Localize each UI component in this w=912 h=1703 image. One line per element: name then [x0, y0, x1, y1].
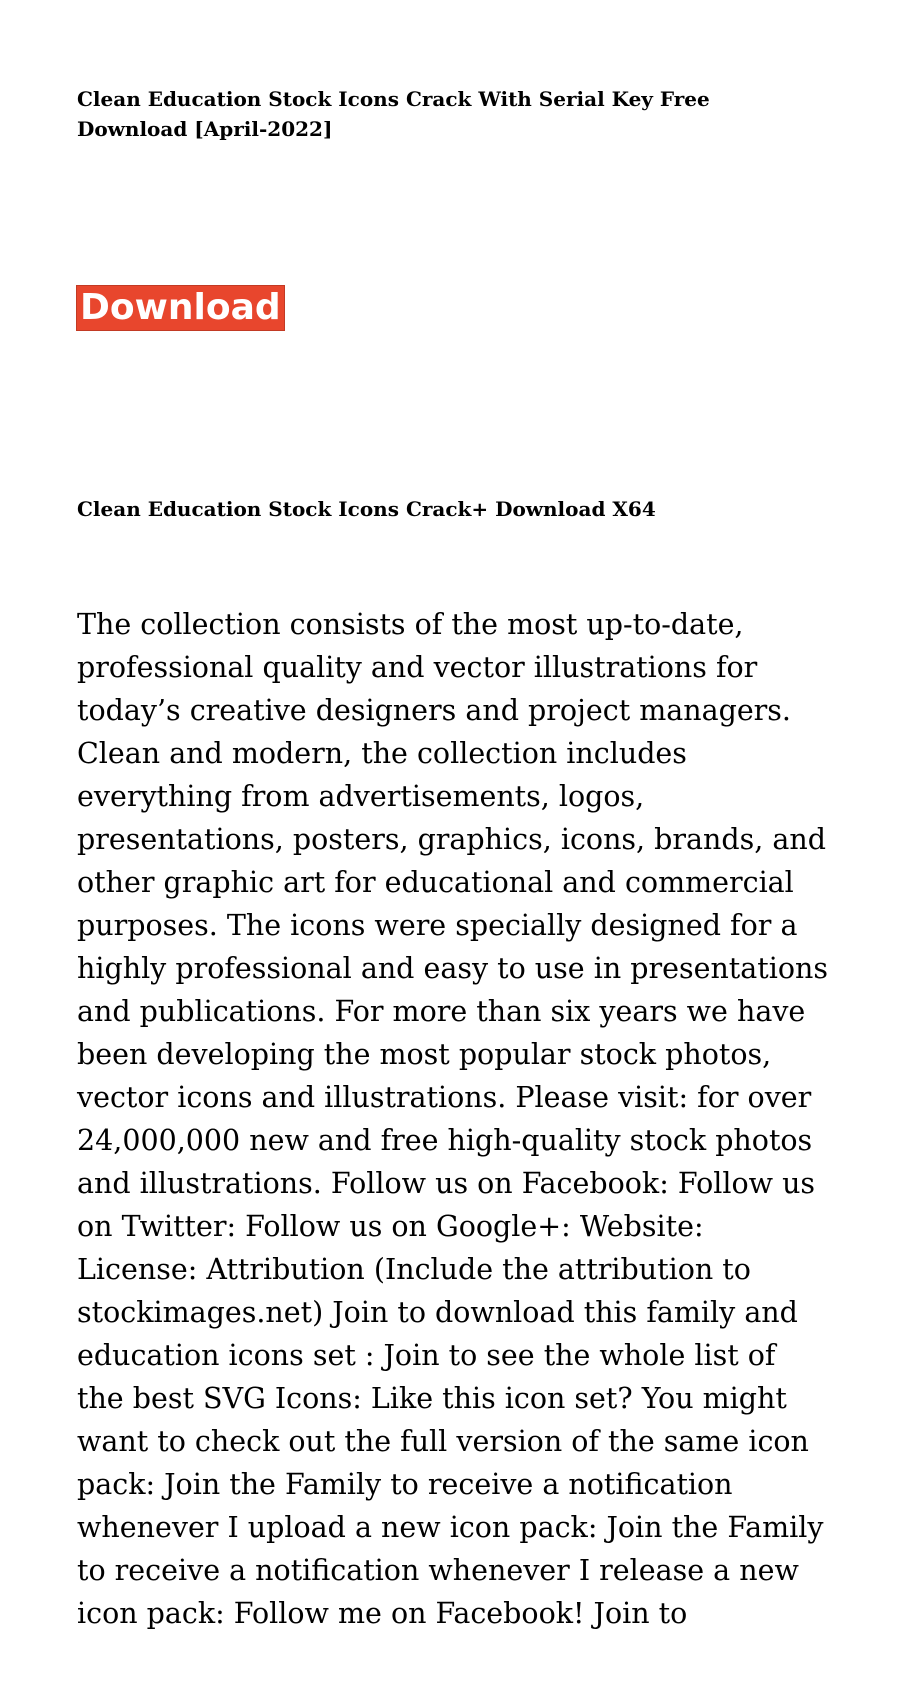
- body-line: other graphic art for educational and commercial: [77, 866, 794, 899]
- body-line: highly professional and easy to use in presentations: [77, 952, 828, 985]
- body-line: vector icons and illustrations. Please visit: for over: [77, 1081, 812, 1114]
- body-line: professional quality and vector illustrations for: [77, 651, 758, 684]
- body-paragraph: [77, 603, 877, 1635]
- body-line: presentations, posters, graphics, icons, brands, and: [77, 823, 826, 856]
- body-line: whenever I upload a new icon pack: Join the Family: [77, 1511, 824, 1544]
- body-line: everything from advertisements, logos,: [77, 780, 645, 813]
- body-line: Clean and modern, the collection includes: [77, 737, 687, 770]
- body-line: and illustrations. Follow us on Facebook: Follow us: [77, 1167, 816, 1200]
- body-line: License: Attribution (Include the attribution to: [77, 1253, 751, 1286]
- body-line: been developing the most popular stock photos,: [77, 1038, 772, 1071]
- document-title: Clean Education Stock Icons Crack With Serial Key Free Download [April-2022]: [77, 87, 710, 141]
- body-line: purposes. The icons were specially designed for a: [77, 909, 798, 942]
- body-line: The collection consists of the most up-to-date,: [77, 608, 744, 641]
- body-line: pack: Join the Family to receive a notification: [77, 1468, 733, 1501]
- download-button[interactable]: Download: [76, 285, 285, 331]
- section-heading: Clean Education Stock Icons Crack+ Download X64: [77, 497, 656, 521]
- body-line: education icons set : Join to see the whole list of: [77, 1339, 776, 1372]
- body-line: want to check out the full version of the same icon: [77, 1425, 809, 1458]
- body-line: 24,000,000 new and free high-quality stock photos: [77, 1124, 813, 1157]
- body-line: to receive a notification whenever I release a new: [77, 1554, 799, 1587]
- body-line: the best SVG Icons: Like this icon set? You might: [77, 1382, 787, 1415]
- body-line: and publications. For more than six years we have: [77, 995, 806, 1028]
- body-line: today’s creative designers and project managers.: [77, 694, 791, 727]
- body-line: on Twitter: Follow us on Google+: Website:: [77, 1210, 704, 1243]
- body-line: icon pack: Follow me on Facebook! Join to: [77, 1597, 688, 1630]
- body-line: stockimages.net) Join to download this family and: [77, 1296, 798, 1329]
